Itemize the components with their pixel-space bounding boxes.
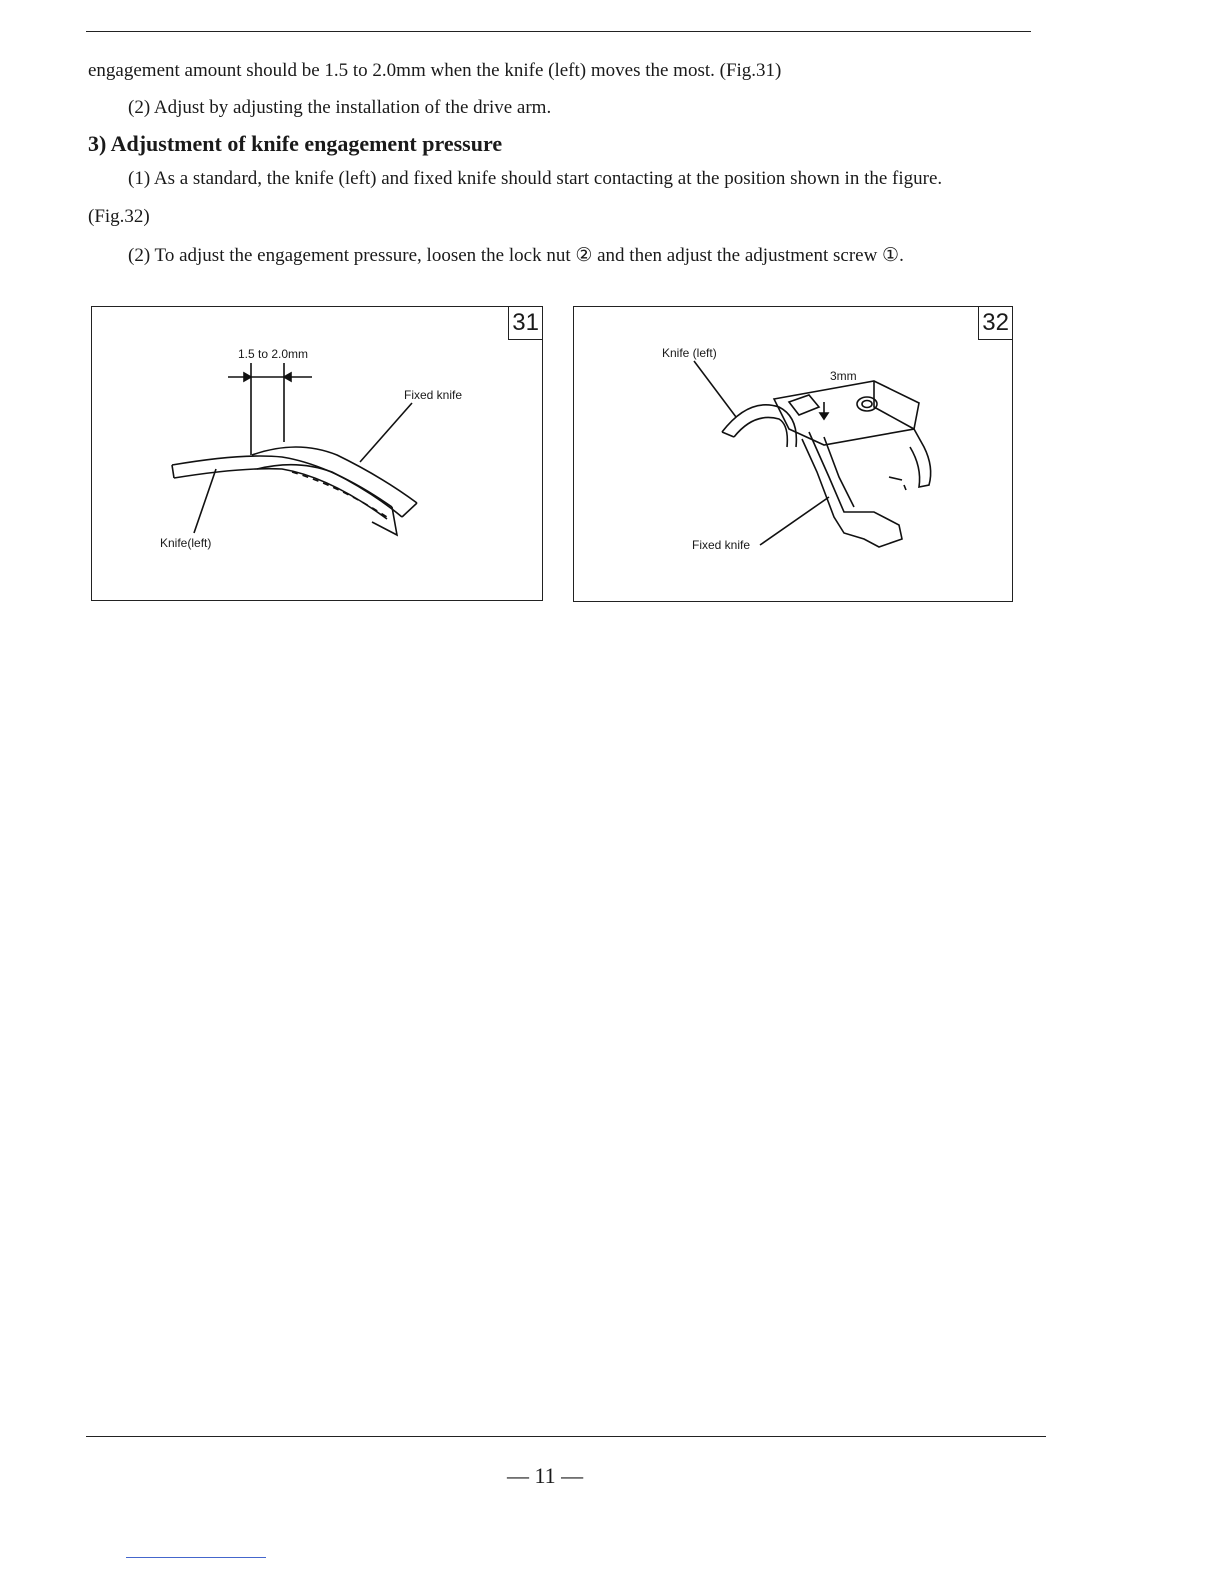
figure-31: [91, 306, 543, 601]
page-number: — 11 —: [507, 1463, 584, 1488]
link-underline: [126, 1557, 266, 1558]
figure-32-knife-left-label: Knife (left): [662, 346, 717, 360]
figure-32-number: 32: [978, 306, 1013, 340]
bottom-rule: [86, 1436, 1046, 1437]
figure-31-fixed-knife-label: Fixed knife: [404, 388, 463, 402]
figure-32-drawing: [574, 307, 1012, 601]
figure-31-dimension-label: 1.5 to 2.0mm: [238, 347, 309, 361]
text-line-2: (2) Adjust by adjusting the installation of the drive arm.: [128, 97, 552, 118]
item-2: (2) To adjust the engagement pressure, loosen the lock nut ② and then adjust the adjustment screw ①.: [128, 245, 904, 266]
item-1: (1) As a standard, the knife (left) and fixed knife should start contacting at the position shown in the figure.: [128, 168, 943, 189]
figure-32: [573, 306, 1013, 602]
figure-32-dimension-label: 3mm: [830, 369, 857, 383]
figure-31-knife-left-label: Knife(left): [160, 536, 212, 550]
figure-31-drawing: [92, 307, 542, 600]
item-1-continuation: (Fig.32): [88, 206, 150, 227]
figure-32-fixed-knife-label: Fixed knife: [692, 538, 751, 552]
text-line-1: engagement amount should be 1.5 to 2.0mm when the knife (left) moves the most. (Fig.31): [88, 60, 782, 81]
section-heading: 3) Adjustment of knife engagement pressure: [88, 131, 503, 156]
figure-31-number: 31: [508, 306, 543, 340]
top-rule: [86, 31, 1031, 32]
